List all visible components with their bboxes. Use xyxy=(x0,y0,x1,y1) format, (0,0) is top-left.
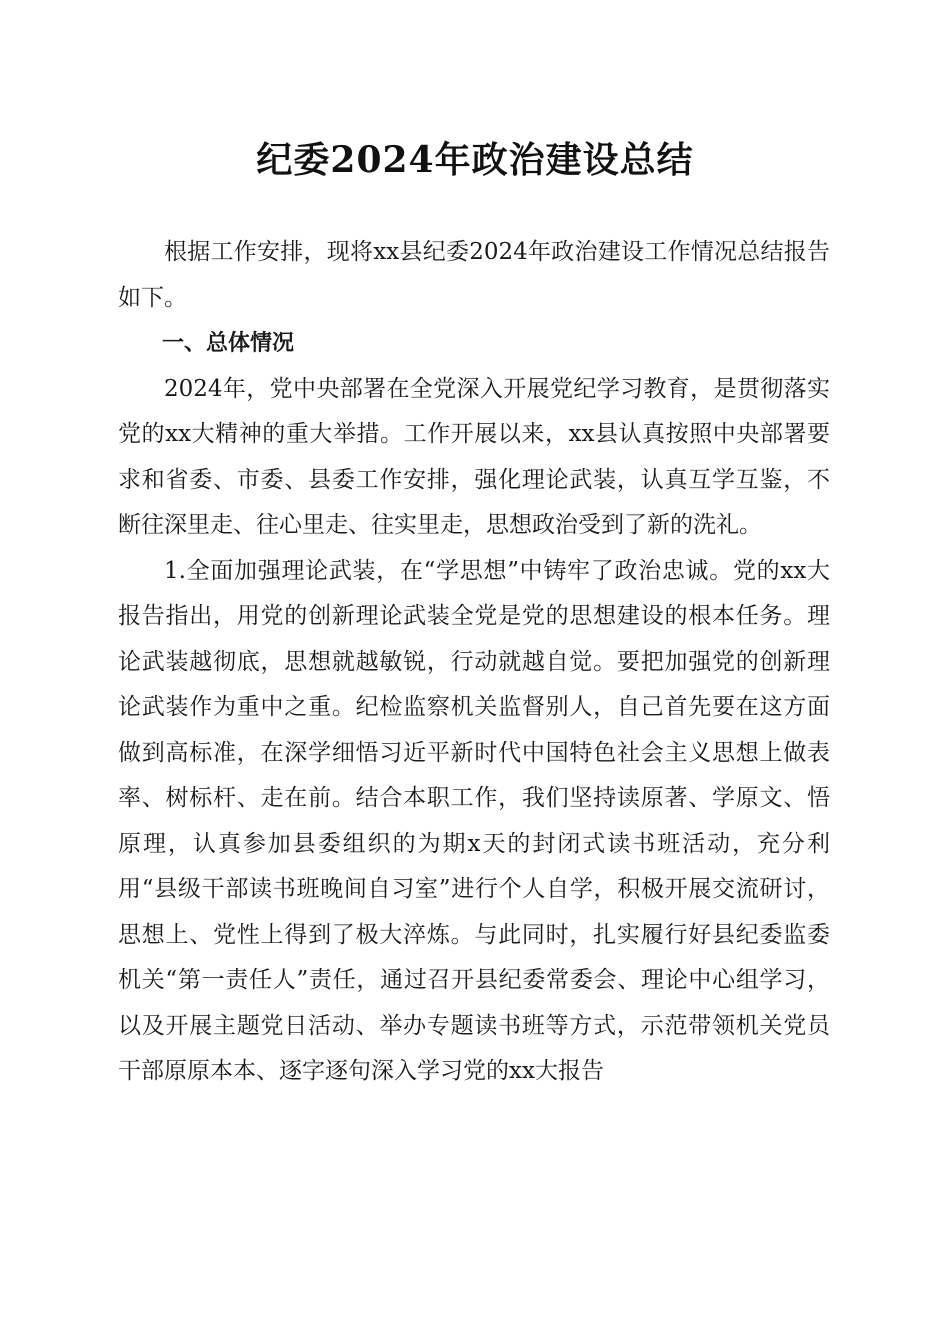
section-heading-overall: 一、总体情况 xyxy=(162,331,295,356)
paragraph-overview: 2024年，党中央部署在全党深入开展党纪学习教育，是贯彻落实党的xx大精神的重大举措。工作开展以来，xx县认真按照中央部署要求和省委、市委、县委工作安排，强化理论武装，认真互学互鉴，不断往深里走、往心里走、往实里走，思想政治受到了新的洗礼。 xyxy=(118,375,830,538)
document-body xyxy=(118,230,830,1095)
document-title: 纪委2024年政治建设总结 xyxy=(256,139,694,181)
intro-paragraph: 根据工作安排，现将xx县纪委2024年政治建设工作情况总结报告如下。 xyxy=(118,239,830,311)
paragraph-theory-arming: 1.全面加强理论武装，在“学思想”中铸牢了政治忠诚。党的xx大报告指出，用党的创新理论武装全党是党的思想建设的根本任务。理论武装越彻底，思想就越敏锐，行动就越自觉。要把加强党的创新理论武装作为重中之重。纪检监察机关监督别人，自己首先要在这方面做到高标准，在深学细悟习近平新时代中国特色社会主义思想上做表率、树标杆、走在前。结合本职工作，我们坚持读原著、学原文、悟原理，认真参加县委组织的为期x天的封闭式读书班活动，充分利用“县级干部读书班晚间自习室”进行个人自学，积极开展交流研讨，思想上、党性上得到了极大淬炼。与此同时，扎实履行好县纪委监委机关“第一责任人”责任，通过召开县纪委常委会、理论中心组学习，以及开展主题党日活动、举办专题读书班等方式，示范带领机关党员干部原原本本、逐字逐句深入学习党的xx大报告 xyxy=(118,557,830,1084)
